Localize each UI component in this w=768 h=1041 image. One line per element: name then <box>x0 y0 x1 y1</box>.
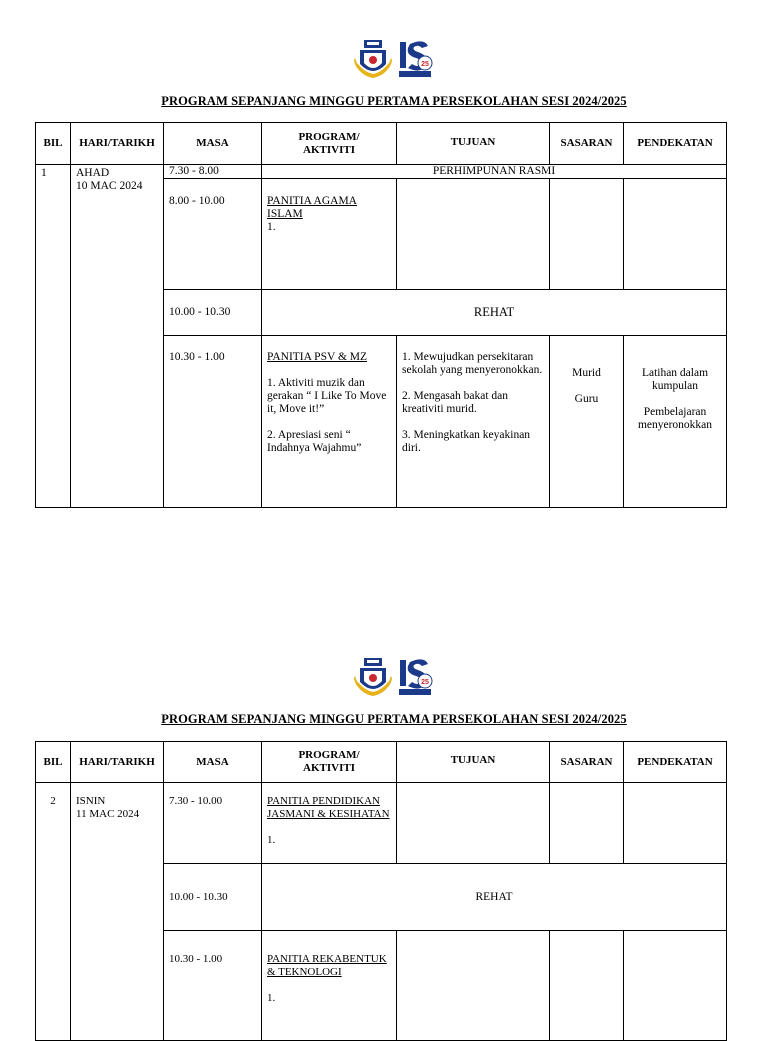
day-name: AHAD <box>76 167 110 179</box>
svg-text:25: 25 <box>421 61 429 68</box>
column-header-masa: MASA <box>164 123 262 165</box>
day-name: ISNIN <box>76 795 106 807</box>
pendekatan-item: Latihan dalam kumpulan <box>641 367 709 392</box>
logo-group <box>352 38 434 82</box>
anniversary-25-logo-icon <box>396 38 434 80</box>
tujuan-cell <box>397 931 550 1041</box>
tujuan-item: 3. Meningkatkan keyakinan diri. <box>402 429 531 454</box>
time-cell: 7.30 - 8.00 <box>164 165 262 179</box>
tujuan-cell <box>397 336 550 508</box>
pendekatan-item: Pembelajaran menyeronokkan <box>637 406 713 431</box>
page-title: PROGRAM SEPANJANG MINGGU PERTAMA PERSEKOLAHAN SESI 2024/2025 <box>161 94 627 108</box>
day-date-cell <box>71 165 164 508</box>
time-cell: 10.30 - 1.00 <box>164 931 262 1041</box>
tujuan-cell <box>397 783 550 864</box>
column-header-pendekatan: PENDEKATAN <box>624 742 727 783</box>
program-item: 1. <box>267 992 276 1004</box>
column-header-sasaran: SASARAN <box>550 123 624 165</box>
schedule-table-day1 <box>35 122 727 508</box>
school-crest-icon <box>354 38 392 80</box>
column-header-tujuan: TUJUAN <box>397 123 550 165</box>
program-cell <box>262 336 397 508</box>
svg-text:25: 25 <box>421 679 429 686</box>
date-text: 11 MAC 2024 <box>76 808 140 820</box>
program-title: PANITIA PSV & MZ <box>267 351 368 363</box>
column-header-bil: BIL <box>36 123 71 165</box>
column-header-masa: MASA <box>164 742 262 783</box>
sasaran-cell <box>550 931 624 1041</box>
program-title: PANITIA AGAMA ISLAM <box>267 195 357 220</box>
program-item: 1. Aktiviti muzik dan gerakan “ I Like To Move it, Move it!” <box>267 377 387 415</box>
table-header-row <box>36 123 727 165</box>
sasaran-cell <box>550 783 624 864</box>
column-header-sasaran: SASARAN <box>550 742 624 783</box>
rehat-cell: REHAT <box>262 290 727 336</box>
time-cell: 7.30 - 10.00 <box>164 783 262 864</box>
column-header-bil: BIL <box>36 742 71 783</box>
bil-cell: 1 <box>36 165 71 508</box>
logo-group <box>352 656 434 700</box>
day-date-cell <box>71 783 164 1041</box>
tujuan-item: 1. Mewujudkan persekitaran sekolah yang menyeronokkan. <box>402 351 543 376</box>
sasaran-cell <box>550 336 624 508</box>
column-header-program: PROGRAM/ AKTIVITI <box>262 742 397 783</box>
table-header-row <box>36 742 727 783</box>
school-crest-icon <box>354 656 392 698</box>
column-header-hari: HARI/TARIKH <box>71 123 164 165</box>
program-item: 2. Apresiasi seni “ Indahnya Wajahmu” <box>267 429 362 454</box>
column-header-program: PROGRAM/ AKTIVITI <box>262 123 397 165</box>
page-title: PROGRAM SEPANJANG MINGGU PERTAMA PERSEKOLAHAN SESI 2024/2025 <box>161 712 627 726</box>
table-row <box>36 165 727 179</box>
column-header-tujuan: TUJUAN <box>397 742 550 783</box>
program-cell <box>262 179 397 290</box>
program-title: PANITIA REKABENTUK & TEKNOLOGI <box>267 953 387 978</box>
rehat-cell: REHAT <box>262 864 727 931</box>
program-item: 1. <box>267 221 276 233</box>
program-cell <box>262 783 397 864</box>
tujuan-item: 2. Mengasah bakat dan kreativiti murid. <box>402 390 509 415</box>
schedule-table-day2 <box>35 741 727 1041</box>
assembly-cell: PERHIMPUNAN RASMI <box>262 165 727 179</box>
sasaran-item: Guru <box>574 393 599 405</box>
pendekatan-cell <box>624 931 727 1041</box>
time-cell: 10.30 - 1.00 <box>164 336 262 508</box>
tujuan-cell <box>397 179 550 290</box>
sasaran-cell <box>550 179 624 290</box>
column-header-hari: HARI/TARIKH <box>71 742 164 783</box>
sasaran-item: Murid <box>572 367 601 379</box>
date-text: 10 MAC 2024 <box>76 180 143 192</box>
anniversary-25-logo-icon <box>396 656 434 698</box>
table-row <box>36 783 727 864</box>
pendekatan-cell <box>624 179 727 290</box>
time-cell: 8.00 - 10.00 <box>164 179 262 290</box>
pendekatan-cell <box>624 336 727 508</box>
time-cell: 10.00 - 10.30 <box>164 864 262 931</box>
column-header-pendekatan: PENDEKATAN <box>624 123 727 165</box>
pendekatan-cell <box>624 783 727 864</box>
bil-cell: 2 <box>36 783 71 1041</box>
program-title: PANITIA PENDIDIKAN JASMANI & KESIHATAN <box>267 795 390 820</box>
program-cell <box>262 931 397 1041</box>
program-item: 1. <box>267 834 276 846</box>
time-cell: 10.00 - 10.30 <box>164 290 262 336</box>
